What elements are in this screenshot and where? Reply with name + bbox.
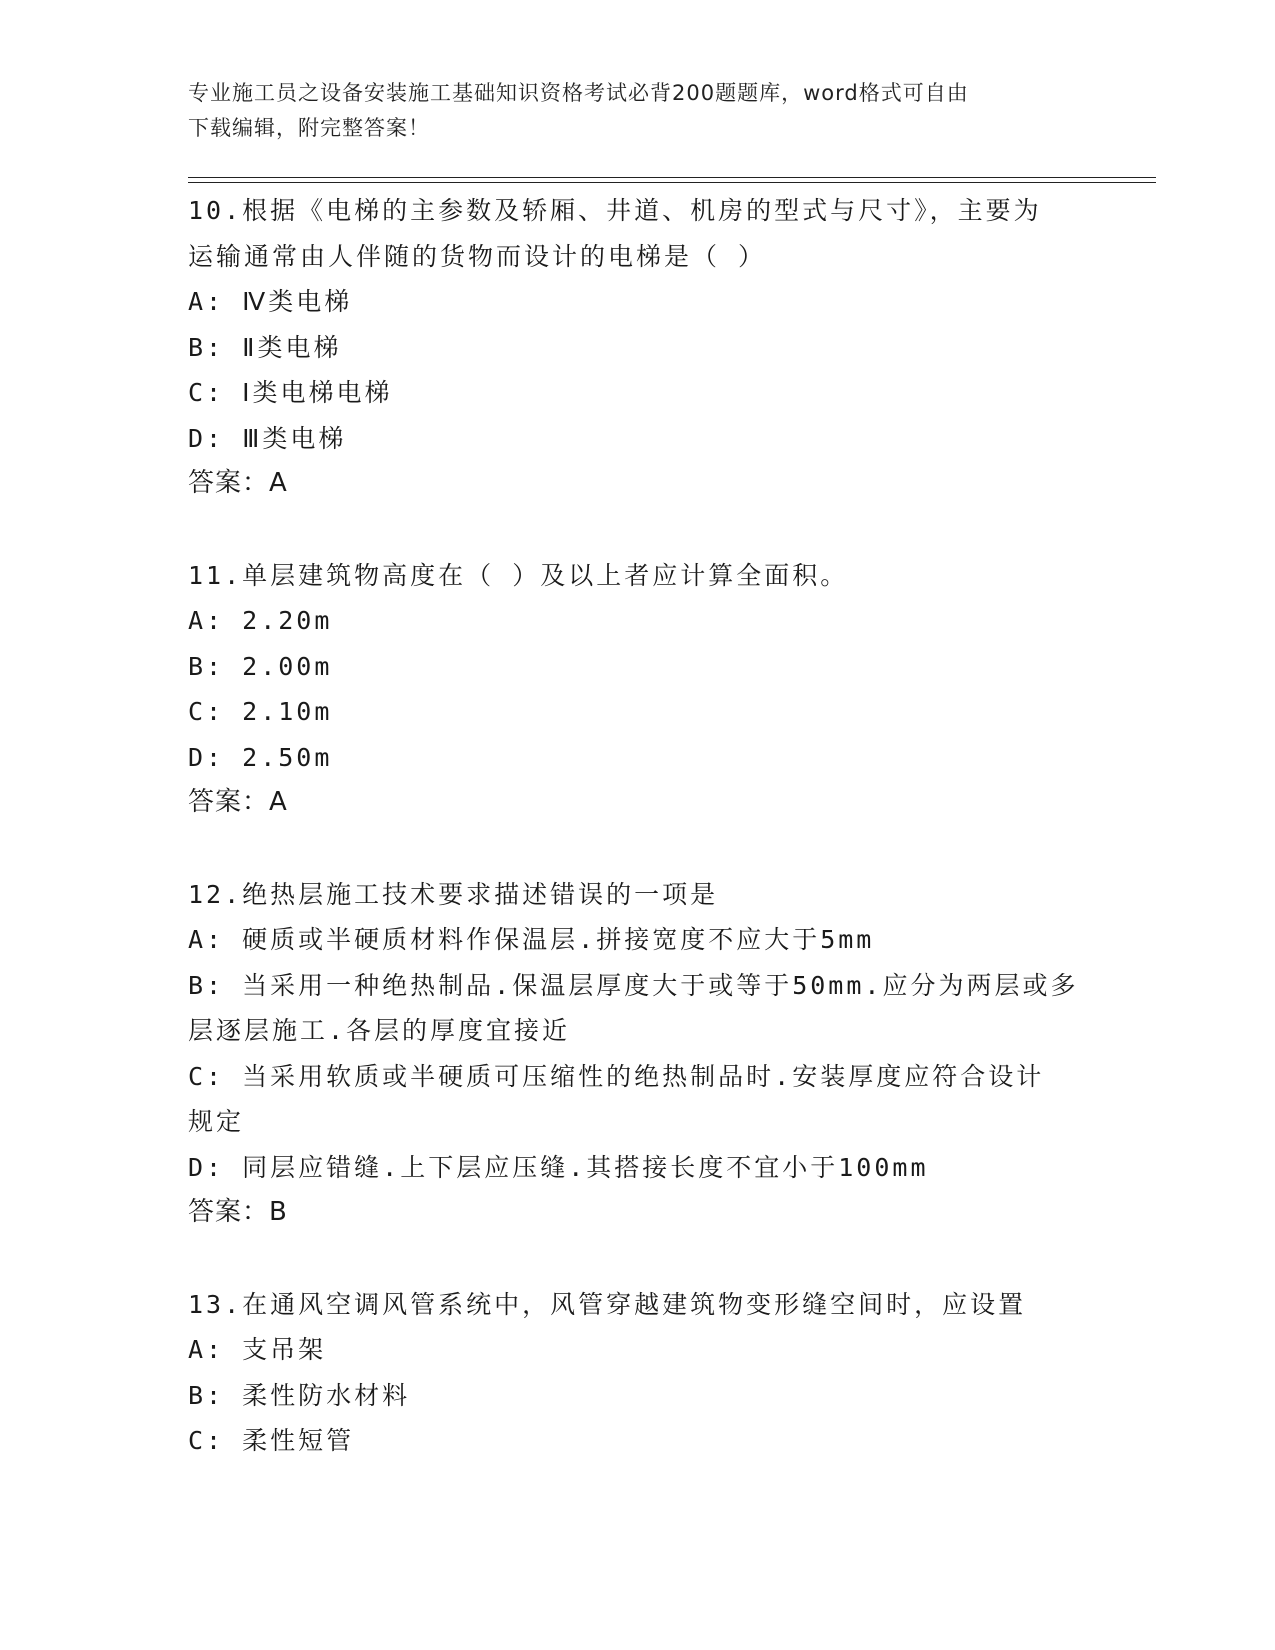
header-line-2: 下载编辑，附完整答案！	[188, 116, 430, 140]
answer-option-line: A: 硬质或半硬质材料作保温层.拼接宽度不应大于5mm	[188, 925, 875, 954]
answer-option-line: C: 柔性短管	[188, 1426, 355, 1455]
header-rule-bottom	[188, 182, 1156, 183]
question-stem-line: 运输通常由人伴随的货物而设计的电梯是（ ）	[188, 241, 767, 271]
header-rule-top	[188, 177, 1156, 178]
answer-option-line: B: 当采用一种绝热制品.保温层厚度大于或等于50mm.应分为两层或多	[188, 970, 1079, 1000]
question-spacer	[188, 507, 1088, 553]
question-stem-line: 11.单层建筑物高度在（ ）及以上者应计算全面积。	[188, 560, 849, 590]
correct-answer: 答案：A	[188, 468, 288, 498]
answer-option-line: A: Ⅳ类电梯	[188, 287, 353, 316]
answer-option-line: B: 2.00m	[188, 651, 333, 681]
answer-option-line: A: 支吊架	[188, 1335, 327, 1364]
question-stem-line: 13.在通风空调风管系统中，风管穿越建筑物变形缝空间时，应设置	[188, 1289, 1027, 1319]
answer-option-line: 规定	[188, 1107, 245, 1136]
header-line-1: 专业施工员之设备安装施工基础知识资格考试必背200题题库，word格式可自由	[188, 81, 969, 105]
question-spacer	[188, 1236, 1088, 1282]
answer-option-line: A: 2.20m	[188, 606, 333, 635]
question-stem-line: 12.绝热层施工技术要求描述错误的一项是	[188, 879, 719, 909]
answer-option-line: B: 柔性防水材料	[188, 1380, 411, 1410]
answer-option-line: D: Ⅲ类电梯	[188, 423, 347, 453]
question-list	[188, 188, 1088, 1464]
question-block	[188, 553, 1088, 826]
question-block	[188, 188, 1088, 507]
answer-option-line: C: 当采用软质或半硬质可压缩性的绝热制品时.安装厚度应符合设计	[188, 1061, 1045, 1091]
answer-option-line: D: 同层应错缝.上下层应压缝.其搭接长度不宜小于100mm	[188, 1152, 929, 1182]
correct-answer: 答案：A	[188, 787, 288, 817]
answer-option-line: D: 2.50m	[188, 742, 333, 772]
answer-option-line: 层逐层施工.各层的厚度宜接近	[188, 1016, 571, 1045]
question-spacer	[188, 826, 1088, 872]
answer-option-line: C: Ⅰ类电梯电梯	[188, 378, 393, 407]
question-stem-line: 10.根据《电梯的主参数及轿厢、井道、机房的型式与尺寸》，主要为	[188, 196, 1042, 225]
question-block	[188, 872, 1088, 1236]
correct-answer: 答案：B	[188, 1197, 288, 1227]
document-header	[188, 76, 1068, 146]
question-block	[188, 1282, 1088, 1464]
answer-option-line: C: 2.10m	[188, 697, 333, 726]
answer-option-line: B: Ⅱ类电梯	[188, 332, 342, 362]
